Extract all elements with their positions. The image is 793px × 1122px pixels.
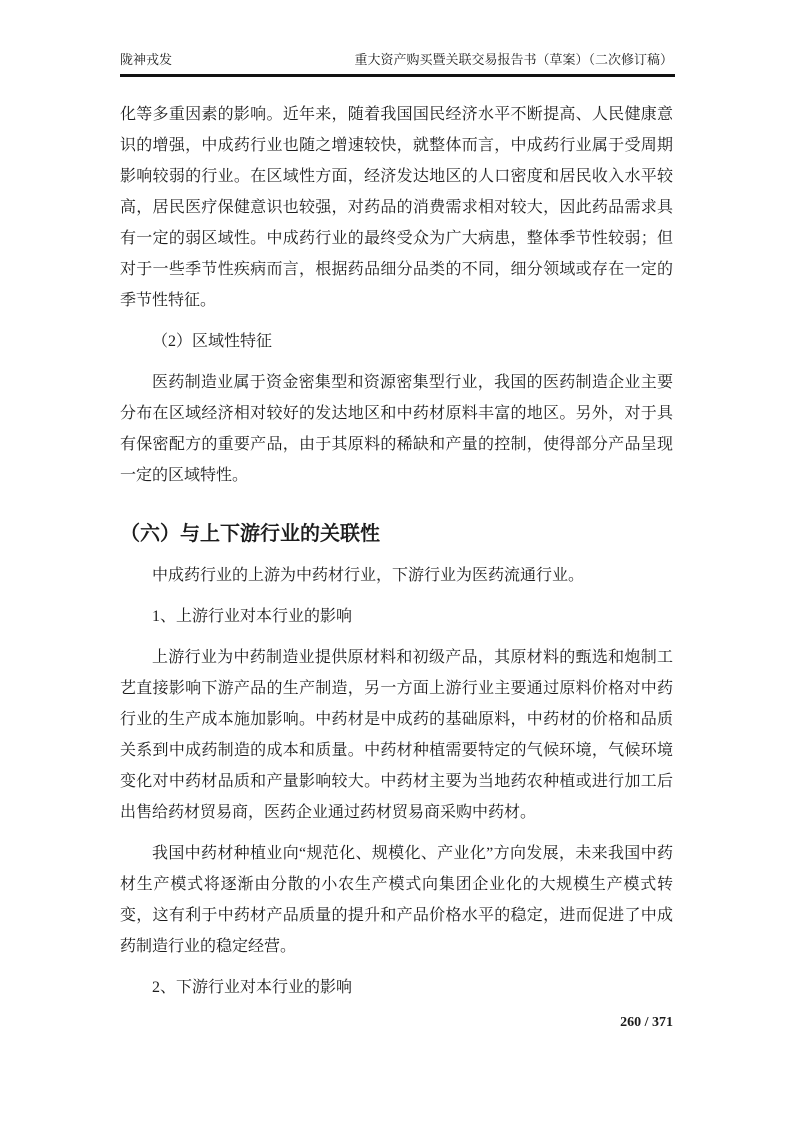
paragraph-industry-chain-overview: 中成药行业的上游为中药材行业，下游行业为医药流通行业。 — [152, 567, 585, 584]
subheading-regional-characteristics: （2）区域性特征 — [152, 333, 273, 350]
page-header — [0, 0, 793, 68]
header-company-name: 陇神戎发 — [120, 52, 173, 67]
section-heading-upstream-downstream: （六）与上下游行业的关联性 — [120, 523, 380, 545]
paragraph-regional-characteristics: 医药制造业属于资金密集型和资源密集型行业，我国的医药制造企业主要分布在区域经济相对较好的发达地区和中药材原料丰富的地区。另外，对于具有保密配方的重要产品，由于其原料的稀缺和产量的控制，使得部分产品呈现一定的区域特性。 — [120, 374, 673, 484]
subheading-downstream-impact: 2、下游行业对本行业的影响 — [152, 979, 353, 996]
page-number: 260 / 371 — [620, 1015, 673, 1030]
document-body — [0, 77, 793, 1003]
paragraph-upstream-impact-detail: 上游行业为中药制造业提供原材料和初级产品，其原材料的甄选和炮制工艺直接影响下游产品的生产制造，另一方面上游行业主要通过原料价格对中药行业的生产成本施加影响。中药材是中成药的基础原料，中药材的价格和品质关系到中成药制造的成本和质量。中药材种植需要特定的气候环境，气候环境变化对中药材品质和产量影响较大。中药材主要为当地药农种植或进行加工后出售给药材贸易商，医药企业通过药材贸易商采购中药材。 — [120, 649, 673, 821]
subheading-upstream-impact: 1、上游行业对本行业的影响 — [152, 608, 353, 625]
header-report-title: 重大资产购买暨关联交易报告书（草案）（二次修订稿） — [354, 52, 673, 67]
paragraph-planting-industry-trend: 我国中药材种植业向“规范化、规模化、产业化”方向发展，未来我国中药材生产模式将逐渐由分散的小农生产模式向集团企业化的大规模生产模式转变，这有利于中药材产品质量的提升和产品价格水平的稳定，进而促进了中成药制造行业的稳定经营。 — [120, 845, 673, 955]
paragraph-periodicity-continued: 化等多重因素的影响。近年来，随着我国国民经济水平不断提高、人民健康意识的增强，中成药行业也随之增速较快，就整体而言，中成药行业属于受周期影响较弱的行业。在区域性方面，经济发达地区的人口密度和居民收入水平较高，居民医疗保健意识也较强，对药品的消费需求相对较大，因此药品需求具有一定的弱区域性。中成药行业的最终受众为广大病患，整体季节性较弱；但对于一些季节性疾病而言，根据药品细分品类的不同，细分领域或存在一定的季节性特征。 — [120, 106, 673, 309]
